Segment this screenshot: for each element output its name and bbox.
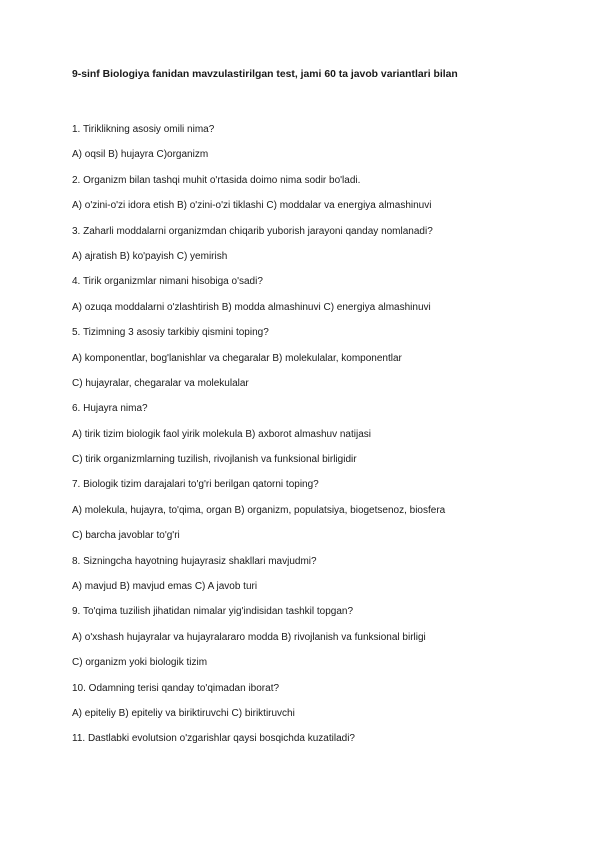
question-line: 3. Zaharli moddalarni organizmdan chiqarib yuborish jarayoni qanday nomlanadi? [72, 225, 433, 237]
question-line: 2. Organizm bilan tashqi muhit o'rtasida doimo nima sodir bo'ladi. [72, 174, 361, 186]
answer-options-line: A) o'zini-o'zi idora etish B) o'zini-o'zi tiklashi C) moddalar va energiya almashinuvi [72, 200, 432, 212]
answer-options-line: A) ozuqa moddalarni o'zlashtirish B) modda almashinuvi C) energiya almashinuvi [72, 301, 431, 313]
answer-options-line: C) tirik organizmlarning tuzilish, rivojlanish va funksional birligidir [72, 454, 357, 466]
answer-options-line: A) tirik tizim biologik faol yirik molekula B) axborot almashuv natijasi [72, 428, 371, 440]
question-line: 1. Tiriklikning asosiy omili nima? [72, 124, 215, 135]
question-line: 5. Tizimning 3 asosiy tarkibiy qismini toping? [72, 327, 269, 339]
answer-options-line: A) oqsil B) hujayra C)organizm [72, 149, 209, 161]
question-line: 11. Dastlabki evolutsion o'zgarishlar qaysi bosqichda kuzatiladi? [72, 733, 355, 745]
document-title: 9-sinf Biologiya fanidan mavzulastirilgan test, jami 60 ta javob variantlari bilan [72, 69, 458, 80]
answer-options-line: A) molekula, hujayra, to'qima, organ B) organizm, populatsiya, biogetsenoz, biosfera [72, 504, 446, 516]
answer-options-line: A) komponentlar, bog'lanishlar va chegaralar B) molekulalar, komponentlar [72, 352, 402, 364]
question-line: 9. To'qima tuzilish jihatidan nimalar yig'indisidan tashkil topgan? [72, 606, 354, 618]
answer-options-line: A) ajratish B) ko'payish C) yemirish [72, 250, 228, 262]
question-line: 6. Hujayra nima? [72, 403, 148, 415]
answer-options-line: A) mavjud B) mavjud emas C) A javob turi [72, 581, 258, 593]
question-line: 4. Tirik organizmlar nimani hisobiga o'sadi? [72, 276, 263, 288]
answer-options-line: C) hujayralar, chegaralar va molekulalar [72, 377, 249, 389]
answer-options-line: C) barcha javoblar to'g'ri [72, 530, 180, 542]
question-line: 10. Odamning terisi qanday to'qimadan iborat? [72, 682, 280, 694]
answer-options-line: C) organizm yoki biologik tizim [72, 657, 208, 669]
answer-options-line: A) epiteliy B) epiteliy va biriktiruvchi C) biriktiruvchi [72, 707, 295, 719]
question-line: 8. Sizningcha hayotning hujayrasiz shakllari mavjudmi? [72, 555, 317, 567]
question-list [72, 121, 572, 756]
answer-options-line: A) o'xshash hujayralar va hujayralararo modda B) rivojlanish va funksional birligi [72, 631, 426, 643]
question-line: 7. Biologik tizim darajalari to'g'ri berilgan qatorni toping? [72, 479, 319, 491]
